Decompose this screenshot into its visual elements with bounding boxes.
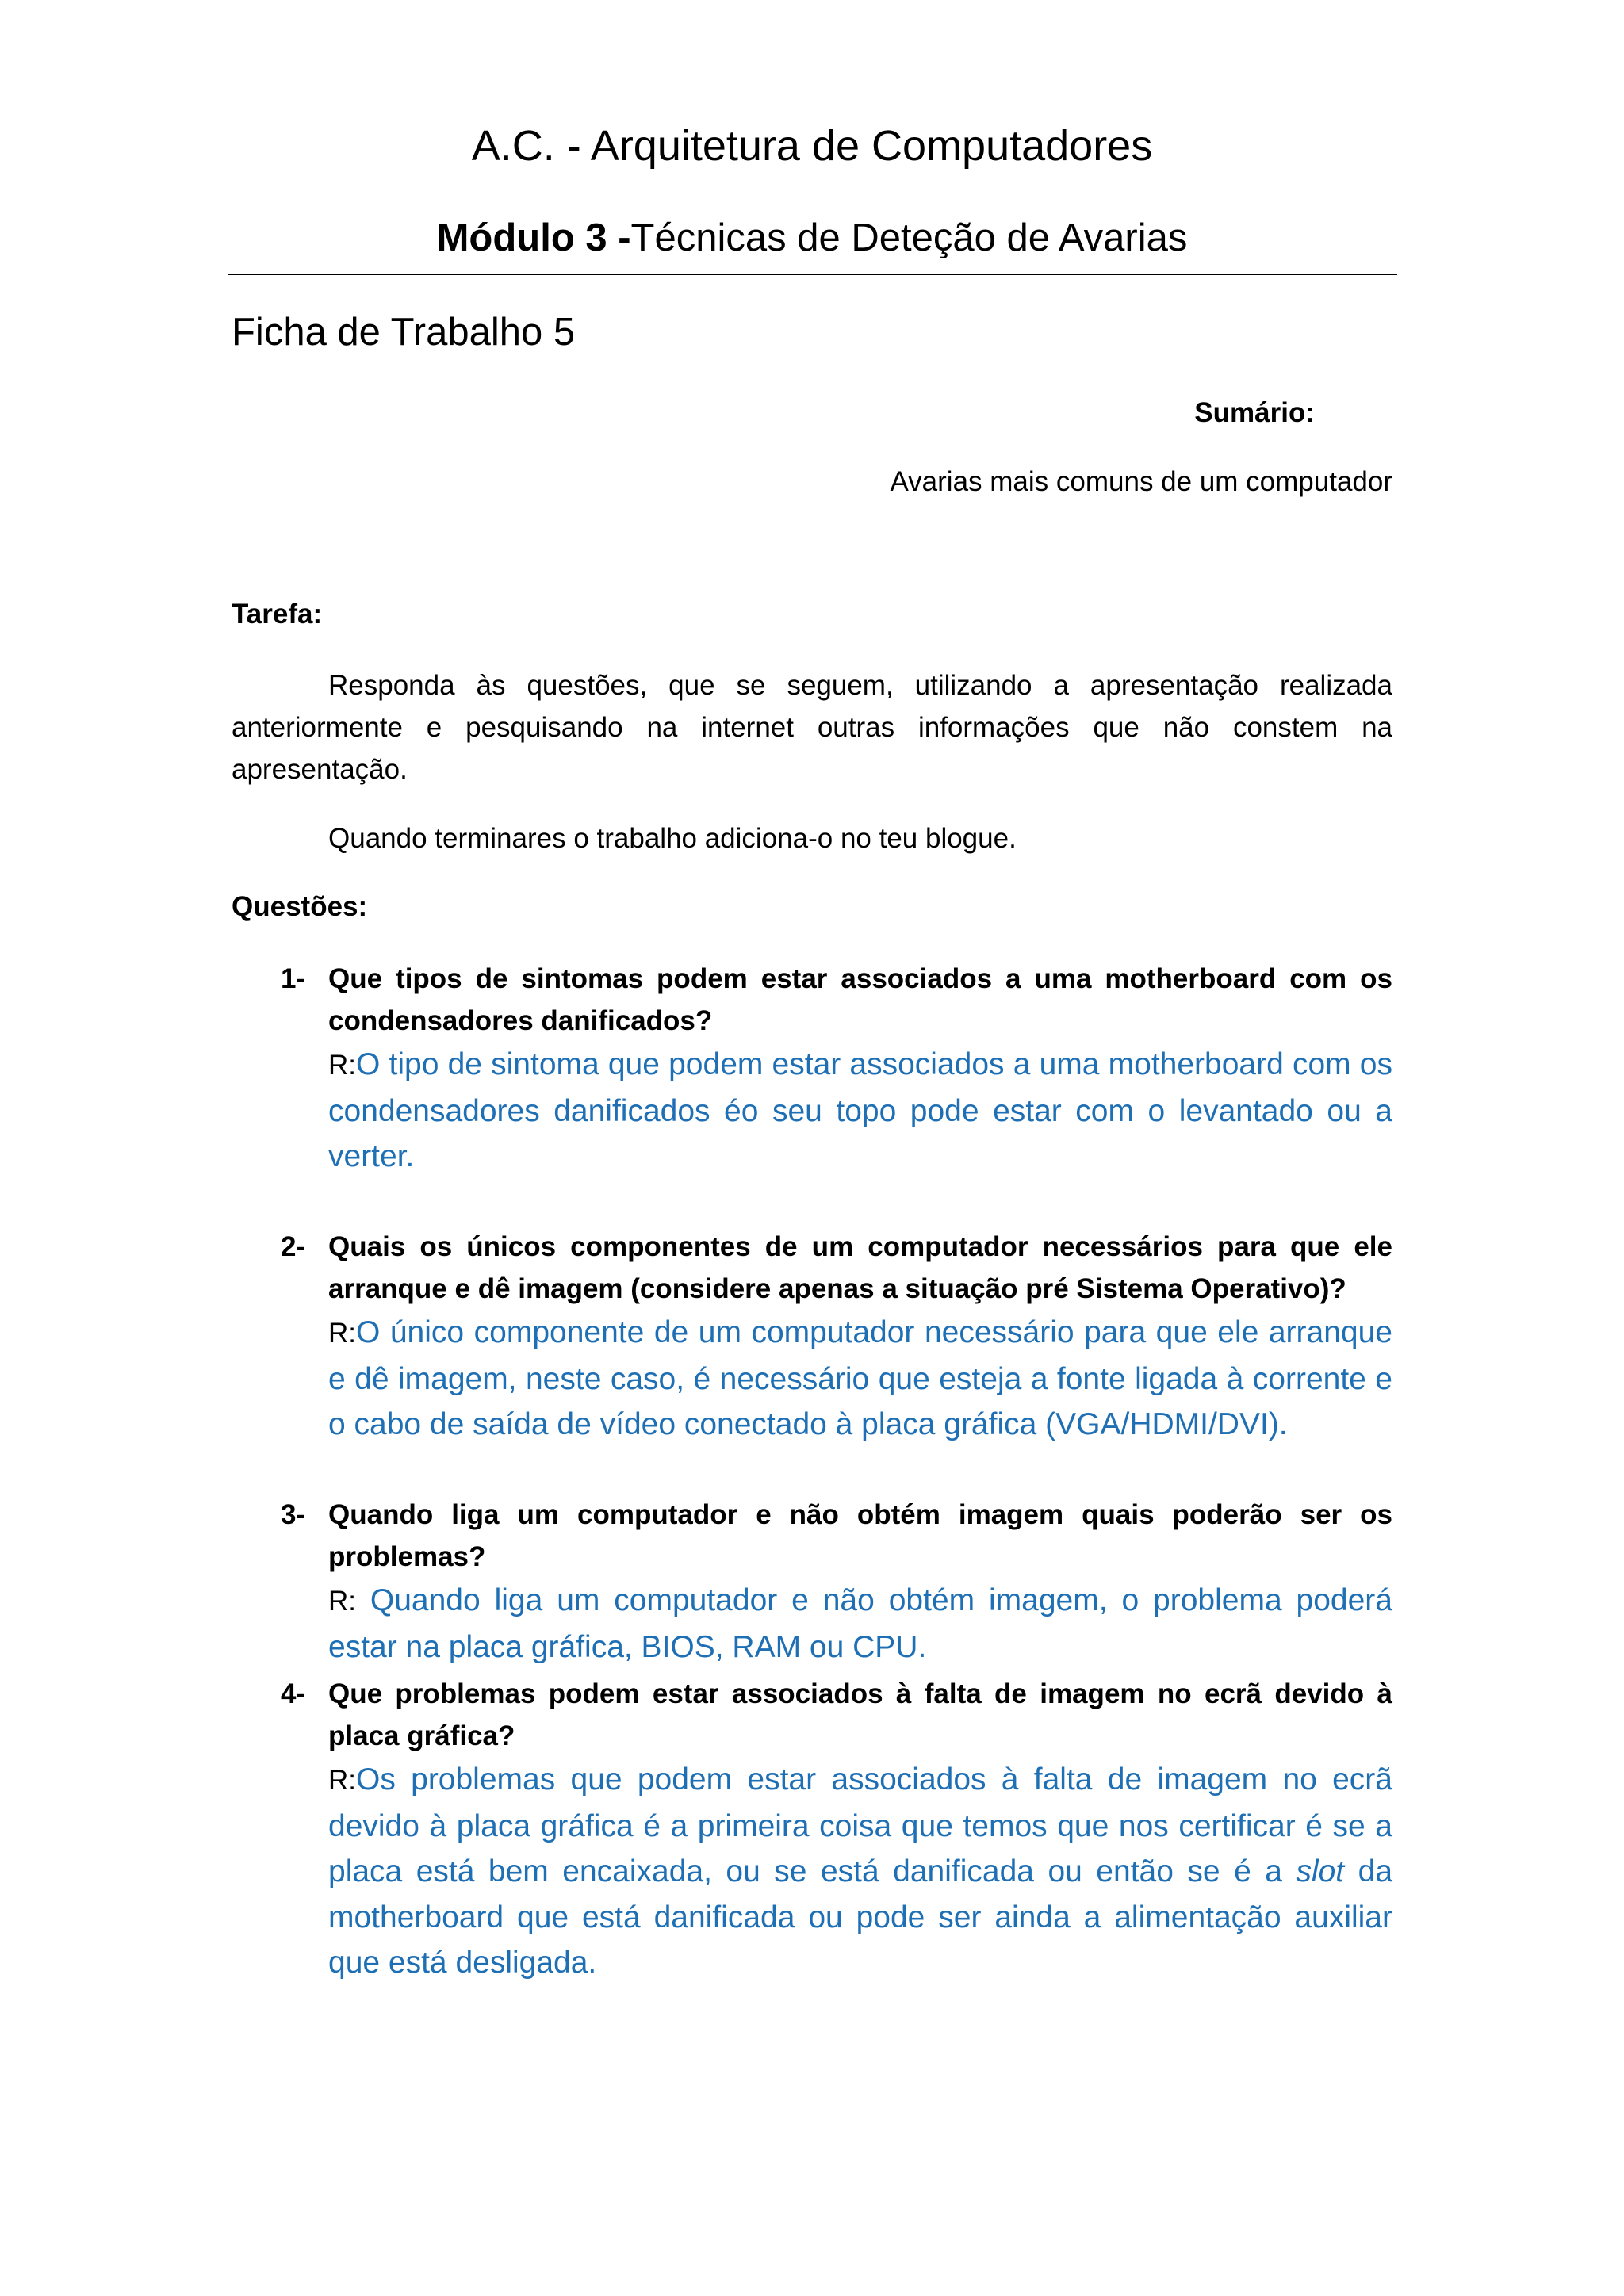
questions-label: Questões: xyxy=(232,891,368,922)
answer-text xyxy=(328,1757,1392,1986)
question-text: Que tipos de sintomas podem estar associados a uma motherboard com os condensadores danificados? xyxy=(328,963,1392,1036)
question-number: 3- xyxy=(281,1499,306,1530)
answer-body: O único componente de um computador necessário para que ele arranque e dê imagem, neste caso, é necessário que esteja a fonte ligada à corrente e o cabo de saída de vídeo conectado à placa gráfica (VGA/HDMI/DVI). xyxy=(328,1315,1392,1441)
summary-label: Sumário: xyxy=(1194,397,1315,428)
worksheet-title: Ficha de Trabalho 5 xyxy=(232,311,576,354)
answer-prefix: R: xyxy=(328,1318,356,1349)
answer-prefix: R: xyxy=(328,1586,356,1617)
header-divider xyxy=(228,274,1397,275)
task-paragraph-2: Quando terminares o trabalho adiciona-o no teu blogue. xyxy=(328,823,1017,854)
answer-prefix: R: xyxy=(328,1765,356,1796)
question-item-4 xyxy=(232,1673,1392,1986)
question-number: 4- xyxy=(281,1678,306,1709)
question-text: Quais os únicos componentes de um computador necessários para que ele arranque e dê imagem (considere apenas a situação pré Sistema Operativo)? xyxy=(328,1231,1392,1304)
task-paragraph-1: Responda às questões, que se seguem, utilizando a apresentação realizada anteriormente e pesquisando na internet outras informações que não constem na apresentação. xyxy=(232,670,1392,785)
answer-prefix: R: xyxy=(328,1050,356,1081)
question-number: 1- xyxy=(281,963,306,994)
answer-body: O tipo de sintoma que podem estar associados a uma motherboard com os condensadores danificados éo seu topo pode estar com o levantado ou a verter. xyxy=(328,1047,1392,1173)
document-title: A.C. - Arquitetura de Computadores xyxy=(471,122,1153,170)
answer-body: Quando liga um computador e não obtém imagem, o problema poderá estar na placa gráfica, BIOS, RAM ou CPU. xyxy=(328,1583,1392,1664)
summary-text: Avarias mais comuns de um computador xyxy=(890,466,1392,497)
question-item-1 xyxy=(232,958,1392,1180)
answer-text xyxy=(328,1578,1392,1670)
question-item-2 xyxy=(232,1226,1392,1448)
answer-body-end: da motherboard que está danificada ou pode ser ainda a alimentação auxiliar que está desligada. xyxy=(328,1854,1393,1980)
answer-text xyxy=(328,1042,1392,1180)
question-text: Que problemas podem estar associados à falta de imagem no ecrã devido à placa gráfica? xyxy=(328,1678,1392,1751)
module-number: Módulo 3 - xyxy=(436,216,631,259)
answer-italic-term: slot xyxy=(1296,1854,1345,1888)
question-number: 2- xyxy=(281,1231,306,1262)
answer-text xyxy=(328,1310,1392,1448)
question-text: Quando liga um computador e não obtém imagem quais poderão ser os problemas? xyxy=(328,1499,1392,1572)
module-name: Técnicas de Deteção de Avarias xyxy=(630,216,1188,259)
task-label: Tarefa: xyxy=(232,599,323,629)
question-item-3 xyxy=(232,1494,1392,1670)
module-heading xyxy=(228,212,1396,263)
answer-body-start: Os problemas que podem estar associados à falta de imagem no ecrã devido à placa gráfica é a primeira coisa que temos que nos certificar é se a placa está bem encaixada, ou se está danificada ou então se é a xyxy=(328,1762,1392,1888)
